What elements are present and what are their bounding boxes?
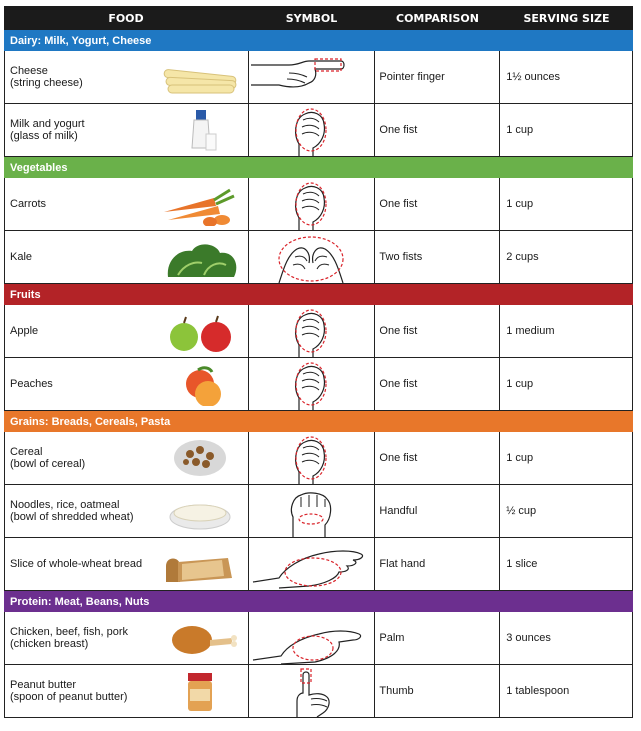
food-name: Cheese (string cheese)	[10, 65, 83, 89]
table-row	[4, 305, 633, 358]
food-cell	[5, 665, 249, 717]
food-name: Peanut butter (spoon of peanut butter)	[10, 679, 128, 703]
comparison-cell: One fist	[375, 358, 500, 410]
table-header	[4, 6, 633, 30]
header-serving-size: SERVING SIZE	[523, 11, 610, 25]
comparison-cell: Thumb	[375, 665, 500, 717]
category-bar-grains: Grains: Breads, Cereals, Pasta	[4, 411, 633, 432]
two-fists-icon	[249, 231, 374, 283]
serving-size-cell: 2 cups	[500, 231, 633, 283]
flat-hand-icon	[249, 538, 374, 590]
food-cell	[5, 51, 249, 103]
food-name: Chicken, beef, fish, pork (chicken breast)	[10, 626, 129, 650]
peanut-butter-jar-image	[158, 669, 242, 713]
table-row	[4, 432, 633, 485]
food-name: Peaches	[10, 378, 53, 390]
food-cell	[5, 612, 249, 664]
food-name: Kale	[10, 251, 33, 263]
serving-size-cell: ½ cup	[500, 485, 633, 537]
food-cell	[5, 178, 249, 230]
symbol-cell	[249, 51, 376, 103]
symbol-cell	[249, 104, 376, 156]
serving-size-cell: 1 cup	[500, 358, 633, 410]
symbol-cell	[249, 432, 376, 484]
fist-icon	[249, 178, 374, 230]
pointer-finger-icon	[249, 51, 374, 103]
comparison-cell: Pointer finger	[375, 51, 500, 103]
food-name: Carrots	[10, 198, 47, 210]
kale-image	[158, 235, 242, 279]
food-cell	[5, 305, 249, 357]
table-row	[4, 612, 633, 665]
bread-image	[158, 542, 242, 586]
symbol-cell	[249, 612, 376, 664]
comparison-cell: Flat hand	[375, 538, 500, 590]
serving-size-table	[4, 6, 633, 718]
chicken-leg-image	[158, 616, 242, 660]
symbol-cell	[249, 665, 376, 717]
symbol-cell	[249, 231, 376, 283]
table-row	[4, 231, 633, 284]
handful-icon	[249, 485, 374, 537]
string-cheese-image	[158, 55, 242, 99]
serving-size-cell: 1 cup	[500, 178, 633, 230]
serving-size-cell: 1½ ounces	[500, 51, 633, 103]
symbol-cell	[249, 178, 376, 230]
thumb-icon	[249, 665, 374, 717]
serving-size-cell: 1 cup	[500, 104, 633, 156]
fist-icon	[249, 358, 374, 410]
comparison-cell: Handful	[375, 485, 500, 537]
food-name: Apple	[10, 325, 39, 337]
serving-size-cell: 1 medium	[500, 305, 633, 357]
cereal-bowl-image	[158, 436, 242, 480]
peaches-image	[158, 362, 242, 406]
food-cell	[5, 358, 249, 410]
food-name: Cereal (bowl of cereal)	[10, 446, 86, 470]
comparison-cell: Two fists	[375, 231, 500, 283]
category-bar-fruits: Fruits	[4, 284, 633, 305]
symbol-cell	[249, 305, 376, 357]
food-cell	[5, 432, 249, 484]
comparison-cell: Palm	[375, 612, 500, 664]
table-row	[4, 665, 633, 718]
fist-icon	[249, 104, 374, 156]
table-row	[4, 178, 633, 231]
table-row	[4, 104, 633, 157]
comparison-cell: One fist	[375, 432, 500, 484]
comparison-cell: One fist	[375, 178, 500, 230]
category-bar-dairy: Dairy: Milk, Yogurt, Cheese	[4, 30, 633, 51]
food-cell	[5, 538, 249, 590]
serving-size-cell: 1 slice	[500, 538, 633, 590]
category-bar-vegetables: Vegetables	[4, 157, 633, 178]
comparison-cell: One fist	[375, 305, 500, 357]
food-cell	[5, 231, 249, 283]
serving-size-cell: 1 tablespoon	[500, 665, 633, 717]
symbol-cell	[249, 358, 376, 410]
comparison-cell: One fist	[375, 104, 500, 156]
category-bar-protein: Protein: Meat, Beans, Nuts	[4, 591, 633, 612]
symbol-cell	[249, 485, 376, 537]
food-name: Slice of whole-wheat bread	[10, 558, 143, 570]
table-row	[4, 538, 633, 591]
header-comparison: COMPARISON	[396, 11, 479, 25]
table-row	[4, 51, 633, 104]
food-cell	[5, 104, 249, 156]
fist-icon	[249, 305, 374, 357]
apples-image	[158, 309, 242, 353]
header-food: FOOD	[108, 11, 144, 25]
food-name: Milk and yogurt (glass of milk)	[10, 118, 85, 142]
carrots-image	[158, 182, 242, 226]
serving-size-cell: 3 ounces	[500, 612, 633, 664]
table-row	[4, 485, 633, 538]
header-symbol: SYMBOL	[285, 11, 338, 25]
food-cell	[5, 485, 249, 537]
table-row	[4, 358, 633, 411]
food-name: Noodles, rice, oatmeal (bowl of shredded wheat)	[10, 499, 134, 523]
palm-icon	[249, 612, 374, 664]
serving-size-cell: 1 cup	[500, 432, 633, 484]
symbol-cell	[249, 538, 376, 590]
glass-of-milk-image	[158, 108, 242, 152]
fist-icon	[249, 432, 374, 484]
rice-bowl-image	[158, 489, 242, 533]
